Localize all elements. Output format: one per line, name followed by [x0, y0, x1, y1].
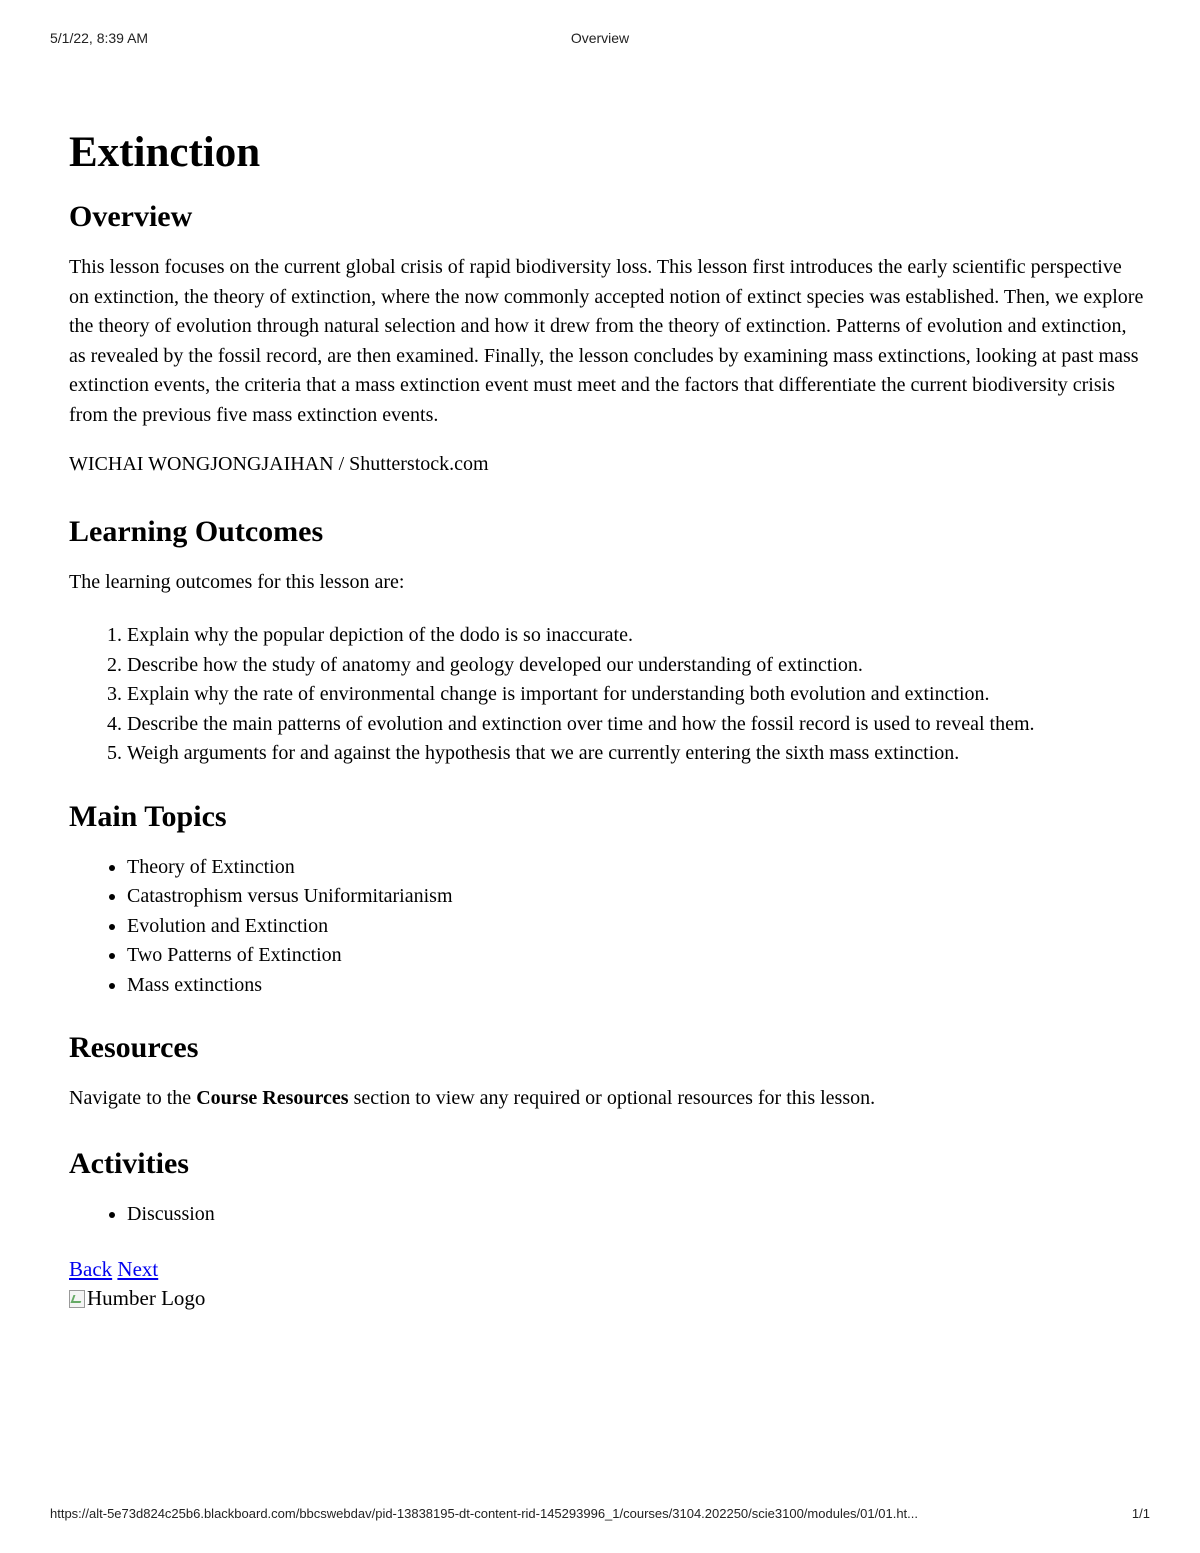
- list-item: • Theory of Extinction: [127, 853, 1144, 883]
- page-title: Extinction: [69, 129, 261, 176]
- list-item: • Evolution and Extinction: [127, 912, 1144, 942]
- page-content: [69, 128, 1144, 1313]
- list-item: 5. Weigh arguments for and against the hypothesis that we are currently entering the sixth mass extinction.: [127, 739, 1144, 769]
- list-item: 3. Explain why the rate of environmental change is important for understanding both evolution and extinction.: [127, 680, 1144, 710]
- resources-heading: Resources: [69, 1031, 199, 1065]
- list-item: • Discussion: [127, 1200, 1144, 1230]
- print-page-number: 1/1: [1131, 1506, 1150, 1521]
- resources-text-before: Navigate to the: [69, 1087, 197, 1110]
- logo-alt-text: Humber Logo: [87, 1286, 206, 1311]
- main-topics-heading: Main Topics: [69, 799, 227, 833]
- list-item: • Catastrophism versus Uniformitarianism: [127, 882, 1144, 912]
- next-link[interactable]: Next: [117, 1257, 159, 1282]
- course-resources-emphasis: Course Resources: [196, 1087, 349, 1110]
- main-topics-list: [69, 853, 1144, 1001]
- resources-paragraph: [69, 1084, 1144, 1114]
- list-item: • Two Patterns of Extinction: [127, 941, 1144, 971]
- print-footer: [50, 1506, 1150, 1526]
- resources-text-after: section to view any required or optional resources for this lesson.: [348, 1087, 876, 1110]
- list-item: 2. Describe how the study of anatomy and geology developed our understanding of extinction.: [127, 651, 1144, 681]
- learning-outcomes-intro: The learning outcomes for this lesson are:: [69, 570, 405, 593]
- broken-image-icon: [69, 1290, 85, 1308]
- print-url: https://alt-5e73d824c25b6.blackboard.com/bbcswebdav/pid-13838195-dt-content-rid-145293996_1/courses/3104.202250/scie3100/modules/01/01.ht...: [50, 1506, 918, 1521]
- overview-paragraph: This lesson focuses on the current global crisis of rapid biodiversity loss. This lesson first introduces the early scientific perspective on extinction, the theory of extinction, where the now commonly accepted notion of extinct species was established. Then, we explore the theory of evolution through natural selection and how it drew from the theory of extinction. Patterns of evolution and extinction, as revealed by the fossil record, are then examined. Finally, the lesson concludes by examining mass extinctions, looking at past mass extinction events, the criteria that a mass extinction event must meet and the factors that differentiate the current biodiversity crisis from the previous five mass extinction events.: [69, 256, 1144, 426]
- activities-heading: Activities: [69, 1146, 189, 1180]
- list-item: • Mass extinctions: [127, 971, 1144, 1001]
- lesson-nav: [69, 1255, 1144, 1284]
- activities-list: [69, 1200, 1144, 1230]
- print-header: [50, 30, 1150, 50]
- overview-heading: Overview: [69, 200, 193, 234]
- image-credit: WICHAI WONGJONGJAIHAN / Shutterstock.com: [69, 453, 489, 476]
- learning-outcomes-list: [69, 621, 1144, 769]
- list-item: 1. Explain why the popular depiction of the dodo is so inaccurate.: [127, 621, 1144, 651]
- humber-logo: [69, 1284, 1144, 1313]
- print-datetime: 5/1/22, 8:39 AM: [50, 30, 149, 46]
- list-item: 4. Describe the main patterns of evolution and extinction over time and how the fossil record is used to reveal them.: [127, 710, 1144, 740]
- back-link[interactable]: Back: [69, 1257, 113, 1282]
- print-doc-title: Overview: [570, 30, 630, 46]
- learning-outcomes-heading: Learning Outcomes: [69, 514, 324, 548]
